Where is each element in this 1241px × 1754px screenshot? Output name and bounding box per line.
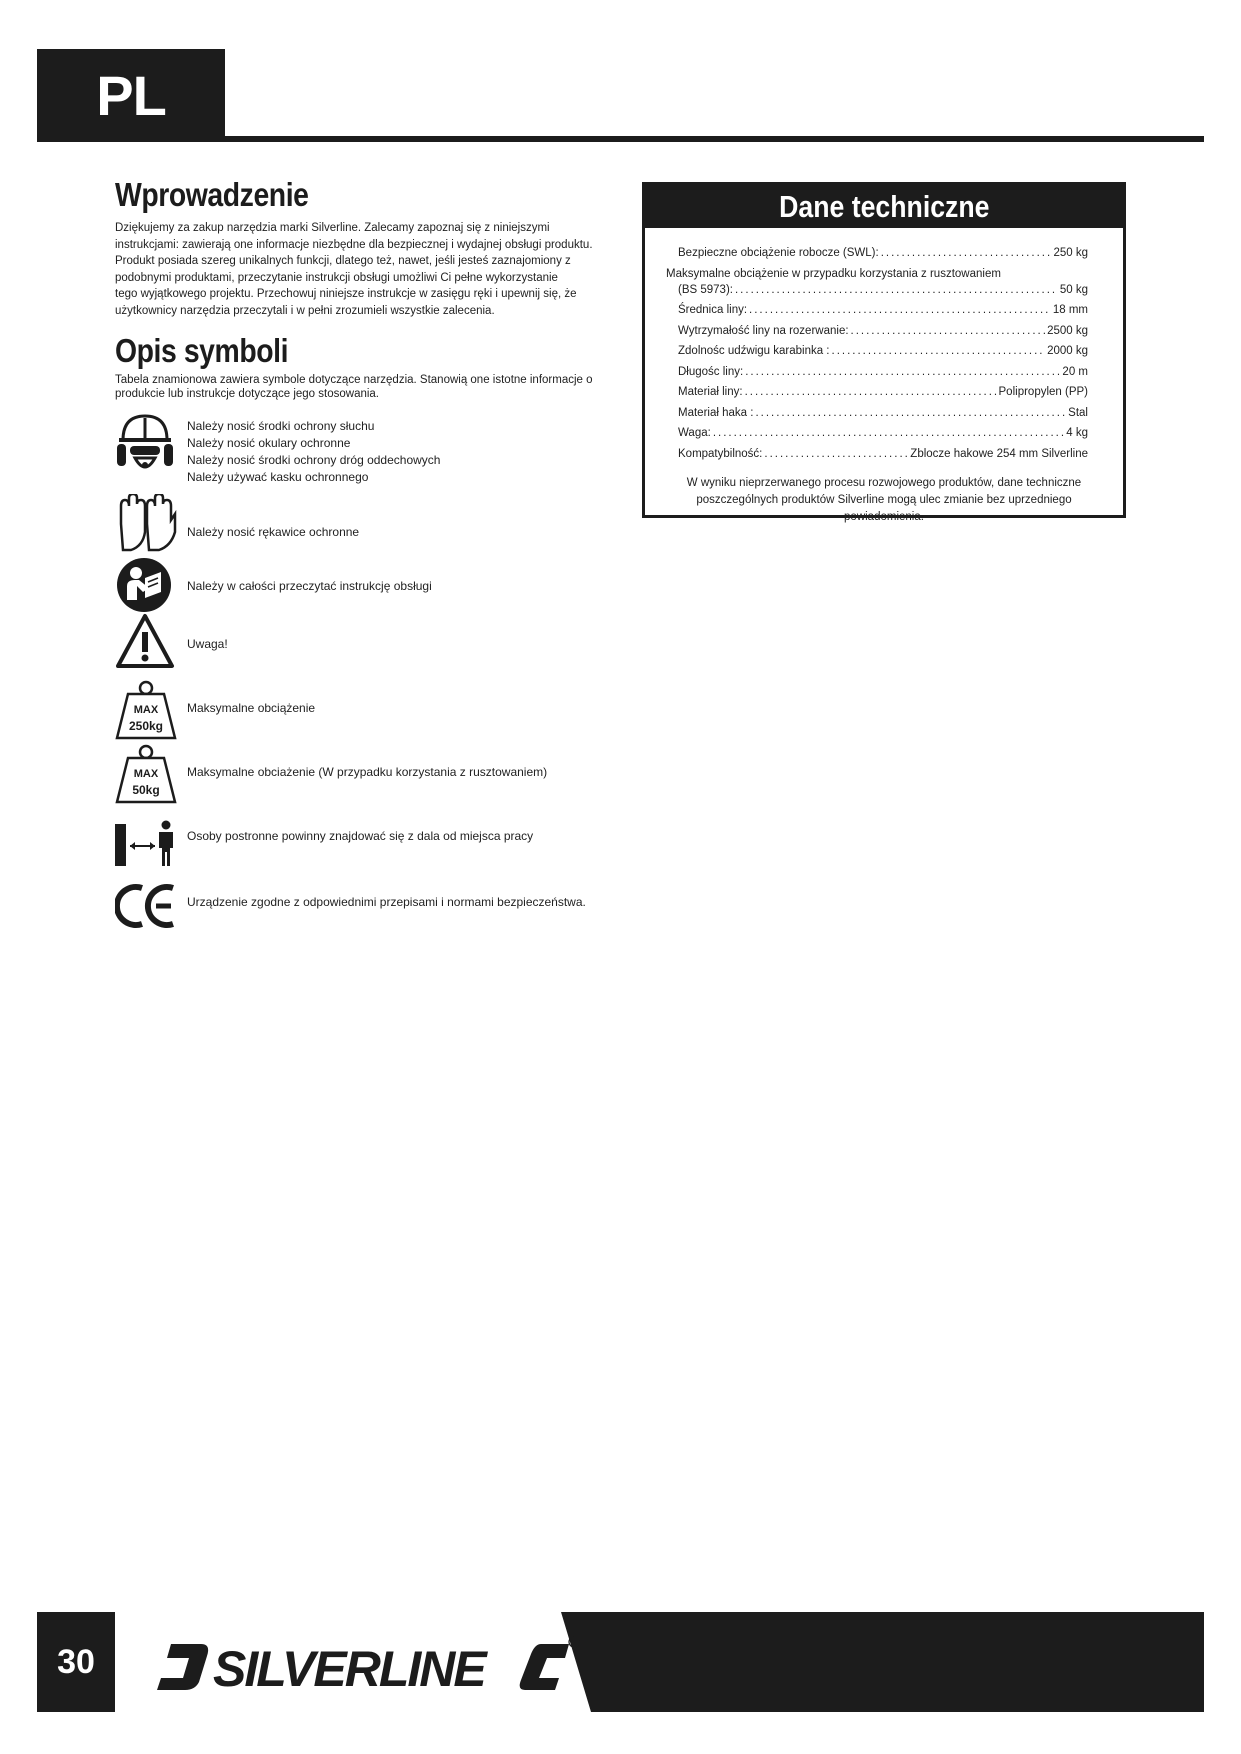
symbol-row-gloves [115, 494, 595, 554]
brand-wordmark: SILVERLINE [213, 1641, 485, 1697]
read-manual-icon [115, 556, 173, 614]
symbols-title: Opis symboli [115, 332, 289, 369]
spec-title-bar [645, 185, 1123, 228]
spec-note-line: poszczególnych produktów Silverline mogą ulec zmianie bez uprzedniego powiadomienia. [696, 494, 1072, 523]
spec-note-line: W wyniku nieprzerwanego procesu rozwojowego produktów, dane techniczne [686, 477, 1082, 489]
spec-row-diameter [678, 304, 1088, 325]
ce-mark-icon [115, 882, 177, 930]
language-code: PL [96, 63, 166, 127]
spec-label: (BS 5973): [678, 283, 733, 296]
intro-line: Dziękujemy za zakup narzędzia marki Silverline. Zalecamy zapoznaj się z niniejszymi [115, 222, 550, 234]
footer-bar [37, 1612, 1204, 1712]
warning-text: Uwaga! [187, 637, 228, 651]
silverline-logo-graphic [121, 1612, 681, 1712]
spec-scaffold-intro: Maksymalne obciążenie w przypadku korzystania z rusztowaniem [666, 267, 1001, 280]
symbols-intro-line: produkcie lub instrukcje dotyczące jego stosowania. [115, 388, 380, 400]
intro-line: podobnymi produktami, przeczytanie instrukcji obsługi umożliwi Ci pełne wykorzystanie [115, 271, 558, 284]
symbol-row-manual [115, 556, 595, 616]
intro-line: instrukcjami: zawierają one informacje niezbędne dla bezpiecznej i wydajnej obsługi produktu. [115, 238, 593, 251]
spec-label: Bezpieczne obciążenie robocze (SWL): [678, 247, 879, 259]
spec-value: 20 m [1062, 365, 1088, 378]
spec-row-material [678, 386, 1088, 407]
symbol-row-max50 [115, 744, 595, 806]
spec-value: Stal [1068, 406, 1088, 419]
spec-label: Materiał haka : [678, 406, 754, 419]
spec-row-weight [678, 427, 1088, 448]
distance-text: Osoby postronne powinny znajdować się z dala od miejsca pracy [187, 829, 534, 843]
spec-row-swl [678, 247, 1088, 268]
symbol-row-max250 [115, 680, 595, 742]
spec-value: 2000 kg [1047, 345, 1088, 357]
spec-label: Materiał liny: [678, 386, 743, 398]
intro-line: tego wyjątkowego projektu. Przechowuj niniejsze instrukcje w zasięgu ręki i upewnij się, że [115, 288, 577, 300]
intro-title: Wprowadzenie [115, 176, 309, 213]
max50-text: Maksymalne obciażenie (W przypadku korzystania z rusztowaniem) [187, 765, 548, 779]
spec-label: Kompatybilność: [678, 447, 763, 460]
ppe-helmet-icon [115, 410, 175, 478]
spec-value: 250 kg [1053, 247, 1088, 259]
spec-label: Zdolnośc udźwigu karabinka : [678, 345, 830, 357]
spec-row-strength [678, 325, 1088, 346]
gloves-icon [115, 494, 177, 552]
max250-bottom-label: 250kg [128, 719, 164, 733]
max50-bottom-label: 50kg [132, 783, 160, 797]
max-load-250-icon [115, 680, 177, 742]
spec-row-scaffold [678, 284, 1088, 305]
header-rule [37, 136, 1204, 142]
symbol-row-ppe [115, 410, 595, 484]
ppe-text: Należy nosić okulary ochronne [187, 436, 351, 450]
max50-top-label: MAX [133, 768, 159, 780]
spec-value: 18 mm [1052, 304, 1088, 316]
spec-value: Zblocze hakowe 254 mm Silverline [910, 447, 1088, 460]
max-load-50-icon [115, 744, 177, 806]
max250-top-label: MAX [133, 704, 159, 716]
technical-data-box [642, 182, 1126, 523]
spec-label: Średnica liny: [678, 304, 748, 316]
spec-value: Polipropylen (PP) [998, 386, 1088, 398]
spec-value: 50 kg [1059, 283, 1088, 296]
spec-row-hook [678, 407, 1088, 428]
symbol-row-warning [115, 612, 595, 674]
language-tab [37, 49, 225, 141]
page-number: 30 [57, 1642, 95, 1681]
spec-label: Długośc liny: [678, 365, 744, 378]
spec-title: Dane techniczne [778, 188, 990, 224]
symbol-row-distance [115, 820, 595, 870]
symbol-row-ce [115, 882, 595, 932]
intro-line: Produkt posiada szereg unikalnych funkcji, dlatego też, nawet, jeśli jesteś zaznajomiony z [115, 255, 571, 267]
ppe-text: Należy nosić środki ochrony dróg oddechowych [187, 453, 441, 467]
spec-row-compat [678, 448, 1088, 469]
spec-value: 2500 kg [1047, 324, 1088, 337]
ppe-text: Należy nosić środki ochrony słuchu [187, 419, 375, 433]
gloves-text: Należy nosić rękawice ochronne [187, 525, 360, 539]
silverline-logo [121, 1612, 681, 1712]
spec-label: Wytrzymałość liny na rozerwanie: [678, 324, 849, 337]
ppe-text: Należy używać kasku ochronnego [187, 470, 369, 484]
spec-row-length [678, 366, 1088, 387]
spec-note [655, 475, 1113, 526]
manual-text: Należy w całości przeczytać instrukcję obsługi [187, 579, 432, 593]
spec-label: Waga: [678, 427, 711, 439]
spec-value: 4 kg [1066, 427, 1088, 439]
symbols-intro-line: Tabela znamionowa zawiera symbole dotyczące narzędzia. Stanowią one istotne informacje o [115, 374, 593, 386]
ce-text: Urządzenie zgodne z odpowiednimi przepisami i normami bezpieczeństwa. [187, 895, 586, 909]
symbols-intro [115, 373, 635, 401]
intro-line: użytkownicy narzędzia przeczytali i w pełni zrozumieli wszystkie zalecenia. [115, 304, 495, 317]
spec-row-carabiner [678, 345, 1088, 366]
max250-text: Maksymalne obciążenie [187, 701, 316, 715]
spec-list [666, 247, 1088, 468]
warning-triangle-icon [115, 612, 175, 670]
intro-paragraph [115, 220, 635, 319]
keep-distance-icon [115, 820, 177, 868]
